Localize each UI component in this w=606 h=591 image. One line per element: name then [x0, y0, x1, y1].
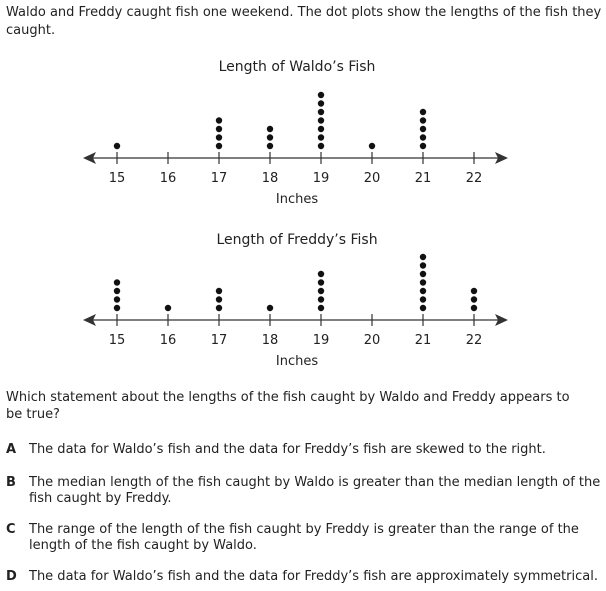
data-dot — [318, 288, 324, 294]
waldo-axis-label: Inches — [275, 192, 319, 207]
tick-label: 18 — [261, 171, 279, 186]
data-dot — [318, 126, 324, 132]
tick-label: 21 — [414, 333, 432, 348]
data-dot — [420, 143, 426, 149]
tick-label: 15 — [108, 171, 126, 186]
data-dot — [318, 109, 324, 115]
data-dot — [420, 134, 426, 140]
data-dot — [318, 296, 324, 302]
choice-b[interactable] — [6, 475, 602, 507]
freddy-plot-title: Length of Freddy’s Fish — [216, 232, 378, 248]
data-dot — [318, 143, 324, 149]
tick-label: 16 — [159, 171, 177, 186]
data-dot — [420, 254, 426, 260]
data-dot — [216, 296, 222, 302]
data-dot — [420, 117, 426, 123]
choice-c[interactable] — [6, 522, 602, 554]
data-dot — [420, 288, 426, 294]
data-dot — [114, 296, 120, 302]
data-dot — [267, 134, 273, 140]
data-dot — [216, 305, 222, 311]
data-dot — [471, 288, 477, 294]
choice-c-letter: C — [6, 522, 16, 537]
data-dot — [318, 92, 324, 98]
data-dot — [420, 262, 426, 268]
data-dot — [420, 271, 426, 277]
data-dot — [420, 296, 426, 302]
tick-label: 16 — [159, 333, 177, 348]
tick-label: 18 — [261, 333, 279, 348]
data-dot — [114, 305, 120, 311]
tick-label: 20 — [363, 171, 381, 186]
data-dot — [267, 126, 273, 132]
question-text: Which statement about the lengths of the fish caught by Waldo and Freddy appears to be true? — [6, 390, 570, 422]
data-dot — [420, 279, 426, 285]
data-dot — [216, 134, 222, 140]
tick-label: 19 — [312, 171, 330, 186]
tick-label: 17 — [210, 171, 228, 186]
choice-a[interactable] — [6, 442, 602, 458]
tick-label: 15 — [108, 333, 126, 348]
choice-d-letter: D — [6, 569, 17, 584]
data-dot — [318, 305, 324, 311]
data-dot — [318, 271, 324, 277]
tick-label: 17 — [210, 333, 228, 348]
choice-d-text: The data for Waldo’s fish and the data for Freddy’s fish are approximately symmetrical. — [29, 569, 598, 584]
tick-label: 20 — [363, 333, 381, 348]
data-dot — [216, 126, 222, 132]
data-dot — [318, 100, 324, 106]
data-dot — [471, 305, 477, 311]
tick-label: 22 — [465, 333, 483, 348]
data-dot — [318, 117, 324, 123]
data-dot — [216, 288, 222, 294]
data-dot — [114, 288, 120, 294]
data-dot — [114, 279, 120, 285]
intro-text: Waldo and Freddy caught fish one weekend. The dot plots show the lengths of the fish they caught. — [6, 5, 602, 38]
data-dot — [216, 143, 222, 149]
choice-c-text: The range of the length of the fish caught by Freddy is greater than the range of the length of the fish caught by Waldo. — [29, 522, 579, 553]
choice-b-text: The median length of the fish caught by Waldo is greater than the median length of the fish caught by Freddy. — [29, 475, 601, 506]
choice-a-letter: A — [6, 442, 17, 457]
data-dot — [216, 117, 222, 123]
data-dot — [369, 143, 375, 149]
data-dot — [471, 296, 477, 302]
tick-label: 21 — [414, 171, 432, 186]
waldo-plot-title: Length of Waldo’s Fish — [218, 59, 376, 75]
data-dot — [267, 305, 273, 311]
choice-a-text: The data for Waldo’s fish and the data for Freddy’s fish are skewed to the right. — [29, 442, 546, 457]
tick-label: 19 — [312, 333, 330, 348]
choice-b-letter: B — [6, 475, 16, 490]
data-dot — [420, 305, 426, 311]
tick-label: 22 — [465, 171, 483, 186]
data-dot — [114, 143, 120, 149]
data-dot — [318, 134, 324, 140]
data-dot — [420, 126, 426, 132]
freddy-axis-label: Inches — [275, 354, 319, 369]
data-dot — [267, 143, 273, 149]
data-dot — [420, 109, 426, 115]
data-dot — [165, 305, 171, 311]
data-dot — [318, 279, 324, 285]
choice-d[interactable] — [6, 569, 602, 585]
